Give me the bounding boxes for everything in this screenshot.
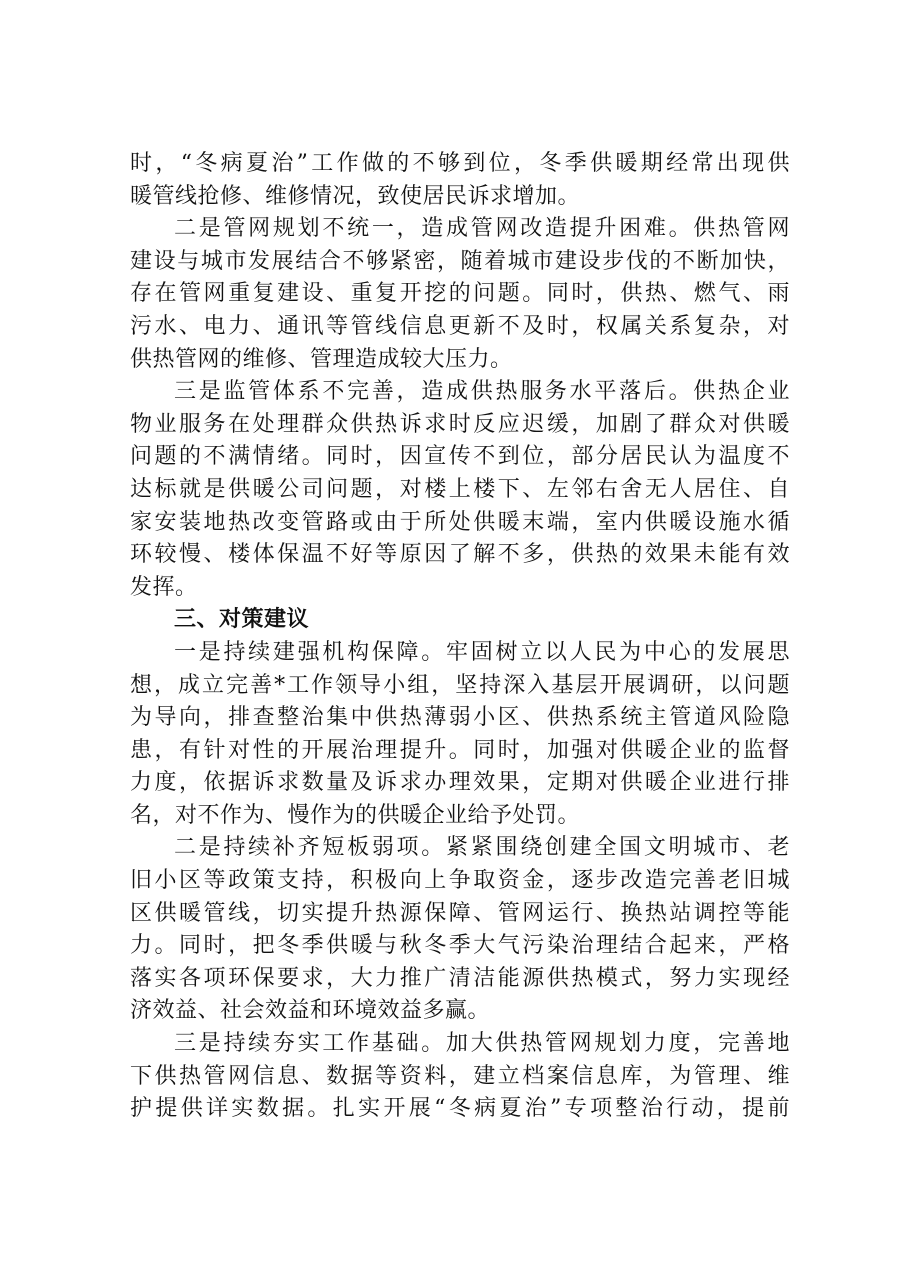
text-line: 暖管线抢修、维修情况，致使居民诉求增加。 <box>130 183 581 209</box>
text-line: 三是监管体系不完善，造成供热服务水平落后。供热企业 <box>174 379 790 405</box>
text-line: 三是持续夯实工作基础。加大供热管网规划力度，完善地 <box>174 1031 790 1057</box>
text-line: 时，“冬病夏治”工作做的不够到位，冬季供暖期经常出现供 <box>130 151 790 176</box>
text-line: 力。同时，把冬季供暖与秋冬季大气污染治理结合起来，严格 <box>130 933 790 959</box>
text-line: 家安装地热改变管路或由于所处供暖末端，室内供暖设施水循 <box>130 509 790 535</box>
text-line: 名，对不作为、慢作为的供暖企业给予处罚。 <box>130 802 581 828</box>
text-line: 发挥。 <box>130 574 198 600</box>
text-line: 二是管网规划不统一，造成管网改造提升困难。供热管网 <box>174 216 790 242</box>
text-line: 达标就是供暖公司问题，对楼上楼下、左邻右舍无人居住、自 <box>130 476 790 502</box>
document-body <box>130 148 790 1126</box>
text-line: 存在管网重复建设、重复开挖的问题。同时，供热、燃气、雨 <box>130 281 790 307</box>
text-line: 二是持续补齐短板弱项。紧紧围绕创建全国文明城市、老 <box>174 835 790 861</box>
text-line: 物业服务在处理群众供热诉求时反应迟缓，加剧了群众对供暖 <box>130 411 790 437</box>
text-line: 力度，依据诉求数量及诉求办理效果，定期对供暖企业进行排 <box>130 770 790 796</box>
text-line: 想，成立完善*工作领导小组，坚持深入基层开展调研，以问题 <box>130 672 790 698</box>
text-line: 污水、电力、通讯等管线信息更新不及时，权属关系复杂，对 <box>130 313 790 339</box>
text-line: 一是持续建强机构保障。牢固树立以人民为中心的发展思 <box>174 639 790 665</box>
text-line: 供热管网的维修、管理造成较大压力。 <box>130 346 513 372</box>
text-line: 济效益、社会效益和环境效益多赢。 <box>130 998 491 1024</box>
text-line: 区供暖管线，切实提升热源保障、管网运行、换热站调控等能 <box>130 900 790 926</box>
text-line: 问题的不满情绪。同时，因宣传不到位，部分居民认为温度不 <box>130 444 790 470</box>
text-line: 旧小区等政策支持，积极向上争取资金，逐步改造完善老旧城 <box>130 868 790 894</box>
text-line: 护提供详实数据。扎实开展“冬病夏治”专项整治行动，提前 <box>130 1096 790 1122</box>
text-line: 患，有针对性的开展治理提升。同时，加强对供暖企业的监督 <box>130 737 790 763</box>
section-heading: 三、对策建议 <box>174 607 310 633</box>
text-line: 落实各项环保要求，大力推广清洁能源供热模式，努力实现经 <box>130 965 790 991</box>
text-line: 下供热管网信息、数据等资料，建立档案信息库，为管理、维 <box>130 1063 790 1089</box>
text-line: 为导向，排查整治集中供热薄弱小区、供热系统主管道风险隐 <box>130 705 790 731</box>
text-line: 环较慢、楼体保温不好等原因了解不多，供热的效果未能有效 <box>130 542 790 568</box>
text-line: 建设与城市发展结合不够紧密，随着城市建设步伐的不断加快， <box>130 248 790 274</box>
